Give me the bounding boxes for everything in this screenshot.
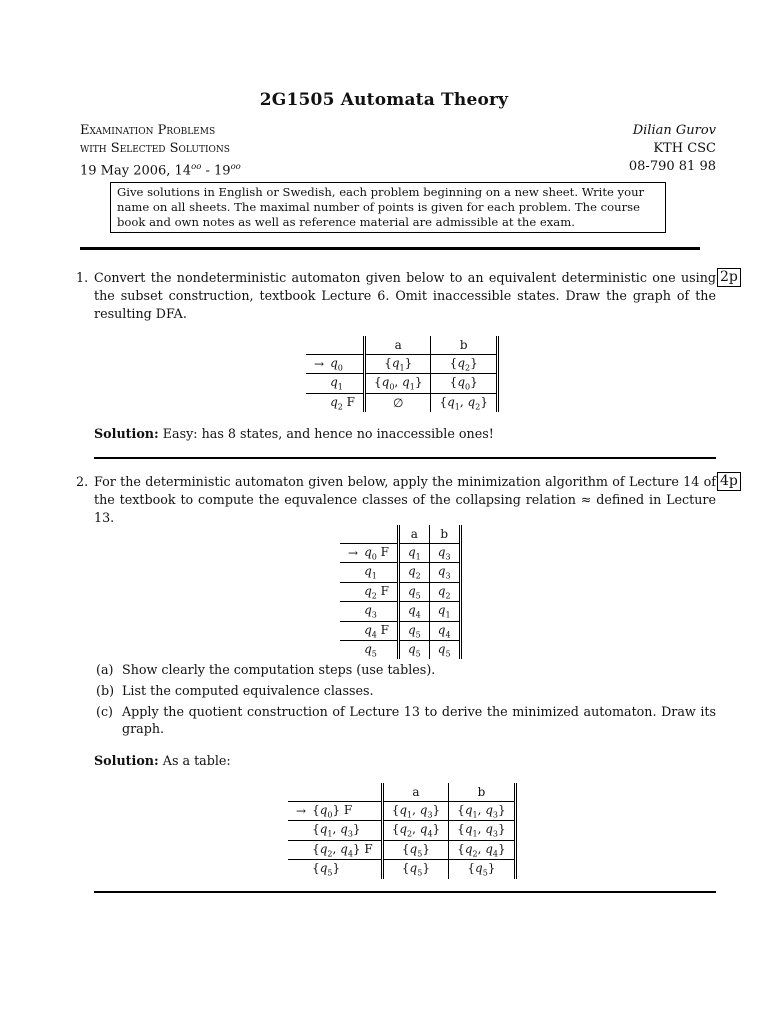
cell-a: $q_4$ (398, 602, 429, 621)
state-cell: $q_2$ F (360, 582, 398, 601)
table-header-row (288, 783, 515, 802)
list-item: (a) Show clearly the computation steps (use tables). (96, 662, 436, 677)
nfa-table (306, 336, 499, 412)
header-right (629, 122, 716, 176)
problem-2-items (96, 661, 716, 741)
table-header-row (340, 525, 460, 544)
cell-b: $\{q_5\}$ (449, 860, 515, 879)
table-header-row (306, 336, 497, 355)
start-arrow (288, 821, 308, 840)
cell-a: {$q_2$, $q_4$} (382, 821, 448, 840)
department: KTH CSC (653, 141, 716, 156)
solution-text: As a table: (162, 753, 231, 768)
state-cell: $q_3$ (360, 602, 398, 621)
cell-b: {$q_1$, $q_3$} (449, 821, 515, 840)
cell-b: $q_3$ (429, 563, 460, 582)
start-arrow (306, 393, 326, 412)
table-row (288, 821, 515, 840)
header-line-1: Examination Problems (80, 123, 216, 138)
problem-text: For the deterministic automaton given below, apply the minimization algorithm of Lecture 14 of the textbook to compute the equvalence classes of the collapsing relation ≈ defined in Lecture 13. (94, 474, 716, 525)
cell-a: $q_5$ (398, 582, 429, 601)
cell-a: $q_5$ (398, 621, 429, 640)
start-arrow: → (306, 355, 326, 374)
cell-b: {$q_1$, $q_2$} (431, 393, 497, 412)
cell-b: $q_4$ (429, 621, 460, 640)
problem-1 (76, 269, 716, 325)
state-cell: $q_2$ F (326, 393, 364, 412)
start-arrow: → (288, 802, 308, 821)
table-row (340, 602, 460, 621)
points-badge: 4p (717, 472, 741, 491)
start-arrow (340, 602, 360, 621)
problem-text: Convert the nondeterministic automaton given below to an equivalent deterministic one using the subset construction, textbook Lecture 6. Omit inaccessible states. Draw the graph of the resulting DFA. (94, 270, 716, 321)
state-cell: $q_4$ F (360, 621, 398, 640)
column-header: b (429, 525, 460, 544)
page-title: 2G1505 Automata Theory (259, 90, 509, 110)
instructions-box: Give solutions in English or Swedish, each problem beginning on a new sheet. Write your name on all sheets. The maximal number of points is given for each problem. The course book and own notes as well as reference material are admissible at the exam. (110, 182, 666, 233)
state-cell: $q_5$ (360, 640, 398, 659)
column-header: a (398, 525, 429, 544)
cell-a: $q_5$ (398, 640, 429, 659)
table-row (288, 802, 515, 821)
problem-number: 1. (76, 270, 89, 285)
cell-b: $q_3$ (429, 544, 460, 563)
cell-a: {$q_0$, $q_1$} (364, 374, 430, 393)
dfa-table (340, 525, 462, 659)
solution-2 (94, 752, 231, 770)
table-row (340, 544, 460, 563)
phone-number: 08-790 81 98 (628, 159, 716, 174)
solution-1 (94, 425, 494, 443)
author-name: Dilian Gurov (632, 123, 716, 138)
state-cell: $q_1$ (326, 374, 364, 393)
cell-a: $\{q_5\}$ (382, 840, 448, 859)
start-arrow (340, 640, 360, 659)
start-arrow (340, 582, 360, 601)
start-arrow (340, 563, 360, 582)
cell-a: $q_1$ (398, 544, 429, 563)
table-row (306, 355, 497, 374)
start-arrow (288, 860, 308, 879)
start-arrow: → (340, 544, 360, 563)
start-arrow (288, 840, 308, 859)
table-row (340, 582, 460, 601)
state-cell: $\{q_0\}$ F (308, 802, 382, 821)
table-row (340, 621, 460, 640)
divider-2 (94, 891, 716, 893)
table-row (306, 393, 497, 412)
cell-b: $\{q_2\}$ (431, 355, 497, 374)
table-row (288, 860, 515, 879)
solution-text: Easy: has 8 states, and hence no inaccessible ones! (162, 426, 494, 441)
column-header: b (431, 336, 497, 355)
header-divider (80, 247, 700, 250)
column-header: a (382, 783, 448, 802)
state-cell: $q_1$ (360, 563, 398, 582)
cell-b: $q_1$ (429, 602, 460, 621)
solution-table (288, 783, 517, 879)
list-item: (b) List the computed equivalence classes. (96, 683, 374, 698)
state-cell: {$q_2$, $q_4$} F (308, 840, 382, 859)
divider-1 (94, 457, 716, 459)
state-cell: $q_0$ (326, 355, 364, 374)
cell-a: $\{q_5\}$ (382, 860, 448, 879)
cell-a: $q_2$ (398, 563, 429, 582)
problem-number: 2. (76, 474, 89, 489)
cell-b: {$q_2$, $q_4$} (449, 840, 515, 859)
table-row (288, 840, 515, 859)
table-row (340, 563, 460, 582)
cell-a: $\{q_1\}$ (364, 355, 430, 374)
cell-b: {$q_1$, $q_3$} (449, 802, 515, 821)
exam-date: 19 May 2006, $14^{oo} - 19^{oo}$ (80, 162, 241, 179)
cell-a: ∅ (364, 393, 430, 412)
solution-label: Solution: (94, 753, 159, 768)
start-arrow (340, 621, 360, 640)
solution-label: Solution: (94, 426, 159, 441)
cell-a: {$q_1$, $q_3$} (382, 802, 448, 821)
state-cell: {$q_1$, $q_3$} (308, 821, 382, 840)
points-badge: 2p (717, 268, 741, 287)
cell-b: $q_2$ (429, 582, 460, 601)
cell-b: $q_5$ (429, 640, 460, 659)
column-header: a (364, 336, 430, 355)
start-arrow (306, 374, 326, 393)
problem-2 (76, 473, 716, 525)
header-line-2: with Selected Solutions (80, 141, 230, 156)
header-left (80, 122, 241, 180)
list-item: (c) Apply the quotient construction of Lecture 13 to derive the minimized automaton. Draw its graph. (96, 704, 716, 736)
cell-b: $\{q_0\}$ (431, 374, 497, 393)
column-header: b (449, 783, 515, 802)
state-cell: $\{q_5\}$ (308, 860, 382, 879)
state-cell: $q_0$ F (360, 544, 398, 563)
table-row (340, 640, 460, 659)
table-row (306, 374, 497, 393)
